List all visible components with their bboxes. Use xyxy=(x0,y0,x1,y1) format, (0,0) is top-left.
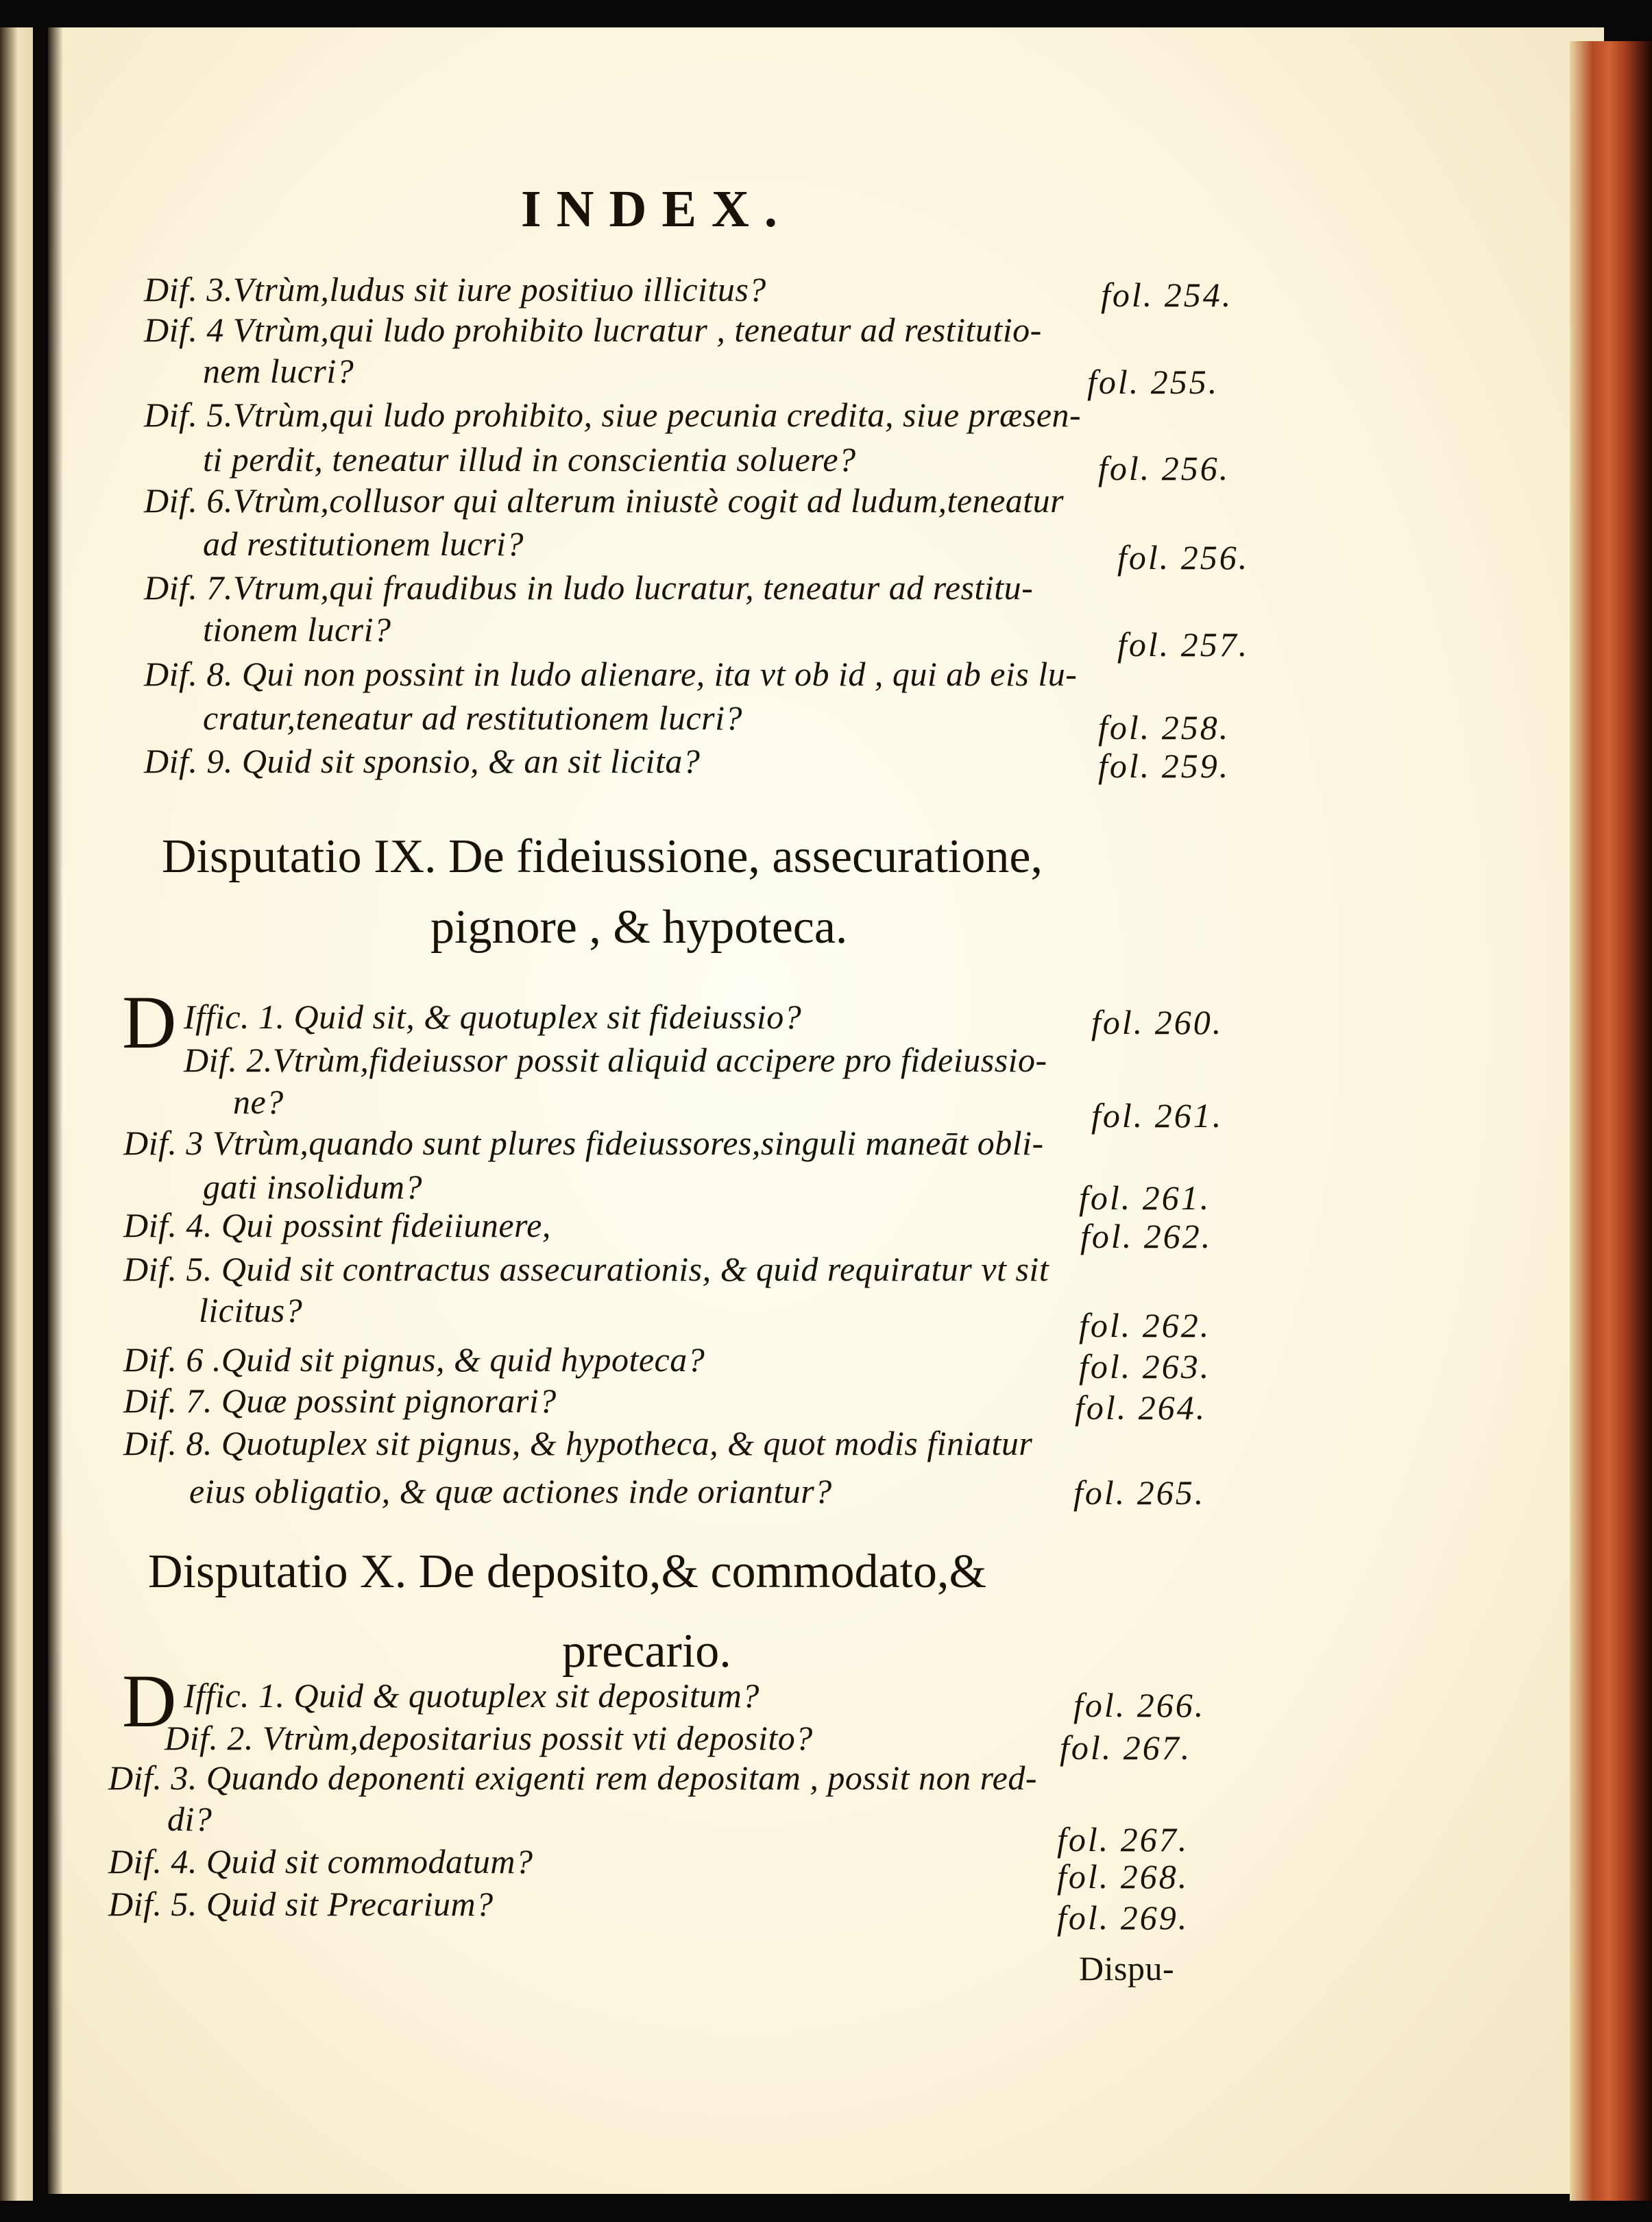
folio-ref: fol. 267. xyxy=(1057,1820,1189,1859)
folio-ref: fol. 262. xyxy=(1079,1306,1211,1344)
entry-text: Dif. 3. Quando deponenti exigenti rem depositam , possit non red- xyxy=(108,1759,1038,1797)
disputatio-heading: Disputatio IX. De fideiussione, assecuratione, xyxy=(162,830,1043,883)
drop-capital: D xyxy=(122,1659,177,1743)
entry-continuation: eius obligatio, & quæ actiones inde oriantur? xyxy=(189,1472,832,1510)
disputatio-heading: Disputatio X. De deposito,& commodato,& xyxy=(148,1545,986,1598)
entry-continuation: gati insolidum? xyxy=(203,1168,423,1206)
entry-continuation: nem lucri? xyxy=(203,352,354,390)
entry-continuation: cratur,teneatur ad restitutionem lucri? xyxy=(203,699,743,737)
folio-ref: fol. 266. xyxy=(1073,1686,1206,1724)
gutter-shadow xyxy=(48,27,63,2194)
entry-continuation: di? xyxy=(167,1800,212,1838)
folio-ref: fol. 262. xyxy=(1080,1217,1213,1255)
entry-text: Dif. 5. Quid sit Precarium? xyxy=(108,1885,494,1923)
folio-ref: fol. 254. xyxy=(1101,276,1233,314)
entry-text: Dif. 4 Vtrùm,qui ludo prohibito lucratur , teneatur ad restitutio- xyxy=(144,311,1042,349)
folio-ref: fol. 269. xyxy=(1057,1898,1189,1937)
folio-ref: fol. 256. xyxy=(1117,538,1250,577)
folio-ref: fol. 258. xyxy=(1098,708,1230,747)
running-title: INDEX. xyxy=(521,180,792,238)
entry-text: Dif. 4. Qui possint fideiiunere, xyxy=(123,1206,551,1244)
entry-text: Dif. 8. Quotuplex sit pignus, & hypotheca, & quot modis finiatur xyxy=(123,1424,1033,1462)
folio-ref: fol. 257. xyxy=(1117,625,1250,664)
entry-text: Dif. 3 Vtrùm,quando sunt plures fideiussores,singuli maneāt obli- xyxy=(123,1124,1044,1162)
catchword: Dispu- xyxy=(1079,1949,1175,1988)
folio-ref: fol. 265. xyxy=(1073,1473,1206,1512)
folio-ref: fol. 260. xyxy=(1091,1003,1224,1041)
folio-ref: fol. 261. xyxy=(1091,1096,1224,1135)
entry-text: Dif. 9. Quid sit sponsio, & an sit licita? xyxy=(144,742,701,780)
entry-text: Dif. 6 .Quid sit pignus, & quid hypoteca? xyxy=(123,1340,705,1379)
folio-ref: fol. 263. xyxy=(1079,1347,1211,1386)
drop-capital: D xyxy=(122,980,177,1064)
entry-text: Dif. 3.Vtrùm,ludus sit iure positiuo illicitus? xyxy=(144,270,766,309)
folio-ref: fol. 256. xyxy=(1098,449,1230,487)
entry-text: Iffic. 1. Quid & quotuplex sit depositum? xyxy=(184,1676,760,1715)
folio-ref: fol. 261. xyxy=(1079,1179,1211,1217)
entry-continuation: ne? xyxy=(233,1083,284,1121)
folio-ref: fol. 268. xyxy=(1057,1857,1189,1896)
entry-text: Dif. 7. Quæ possint pignorari? xyxy=(123,1381,557,1420)
folio-ref: fol. 264. xyxy=(1075,1388,1207,1427)
entry-text: Dif. 5.Vtrùm,qui ludo prohibito, siue pecunia credita, siue præsen- xyxy=(144,396,1082,434)
entry-text: Iffic. 1. Quid sit, & quotuplex sit fideiussio? xyxy=(184,998,802,1036)
disputatio-heading-cont: pignore , & hypoteca. xyxy=(430,901,848,954)
entry-text: Dif. 5. Quid sit contractus assecurationis, & quid requiratur vt sit xyxy=(123,1250,1049,1288)
entry-continuation: licitus? xyxy=(199,1291,303,1329)
entry-text: Dif. 7.Vtrum,qui fraudibus in ludo lucratur, teneatur ad restitu- xyxy=(144,568,1034,607)
folio-ref: fol. 255. xyxy=(1087,363,1219,401)
entry-text: Dif. 2.Vtrùm,fideiussor possit aliquid accipere pro fideiussio- xyxy=(184,1041,1047,1079)
entry-text: Dif. 6.Vtrùm,collusor qui alterum iniustè cogit ad ludum,teneatur xyxy=(144,481,1065,520)
entry-text: Dif. 2. Vtrùm,depositarius possit vti deposito? xyxy=(165,1719,813,1757)
folio-ref: fol. 259. xyxy=(1098,747,1230,785)
entry-text: Dif. 8. Qui non possint in ludo alienare, ita vt ob id , qui ab eis lu- xyxy=(144,655,1078,693)
disputatio-heading-cont: precario. xyxy=(562,1625,731,1678)
entry-continuation: ti perdit, teneatur illud in conscientia soluere? xyxy=(203,440,856,479)
book-fore-edge xyxy=(1570,41,1652,2201)
folio-ref: fol. 267. xyxy=(1060,1728,1192,1767)
entry-continuation: tionem lucri? xyxy=(203,610,391,649)
left-page-edge xyxy=(0,27,33,2201)
entry-continuation: ad restitutionem lucri? xyxy=(203,524,524,563)
entry-text: Dif. 4. Quid sit commodatum? xyxy=(108,1842,533,1881)
